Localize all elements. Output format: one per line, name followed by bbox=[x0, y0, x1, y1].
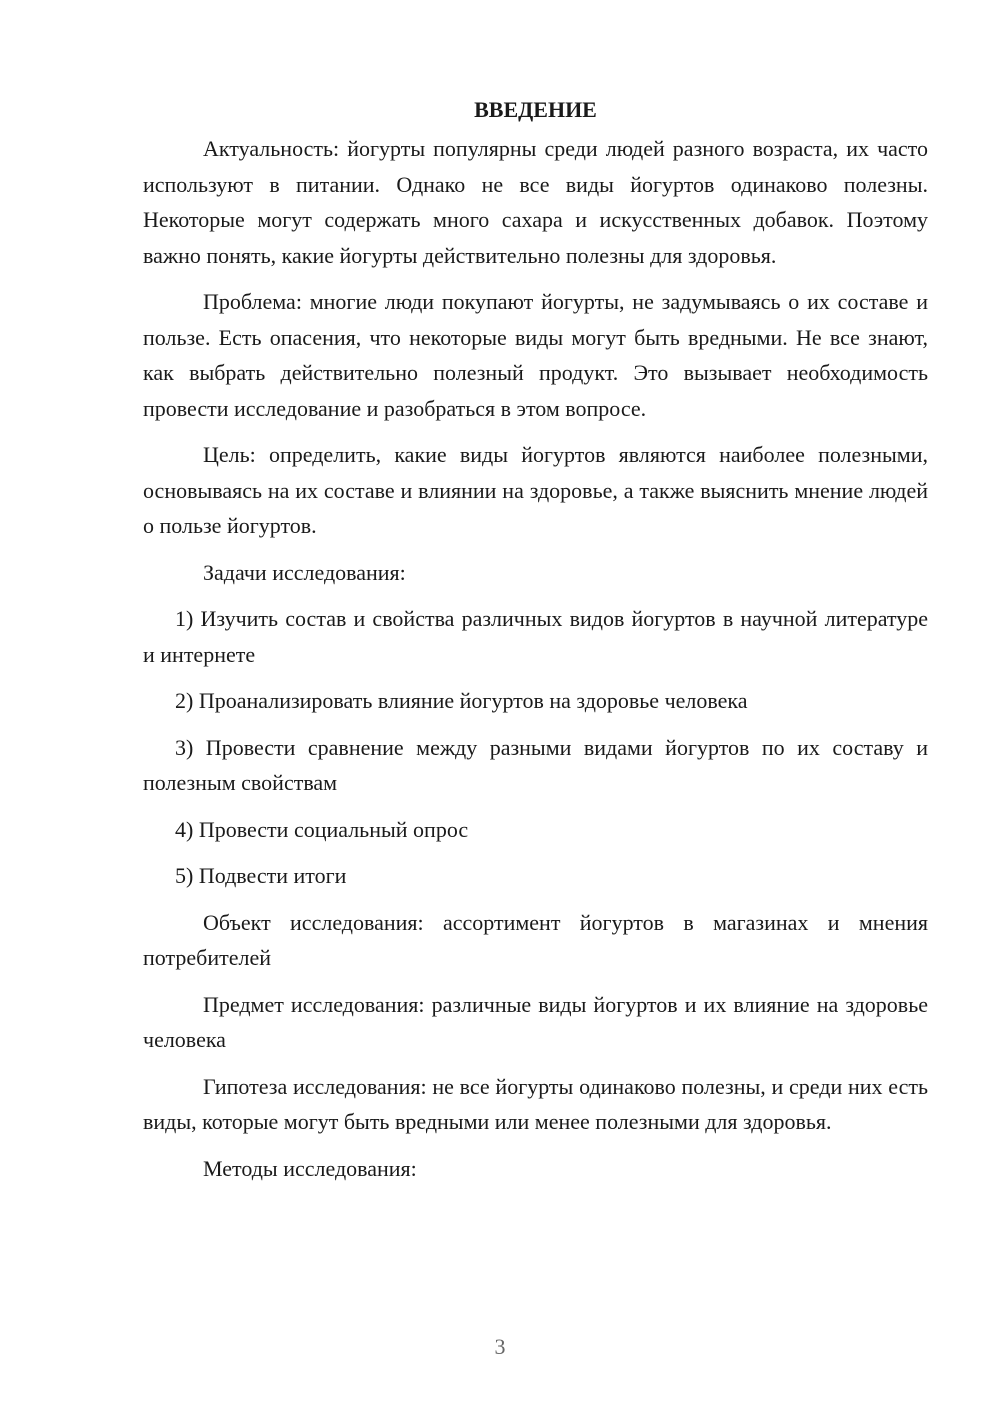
list-item-task-5: 5) Подвести итоги bbox=[175, 863, 347, 888]
paragraph-subject: Предмет исследования: различные виды йогуртов и их влияние на здоровье человека bbox=[143, 991, 928, 1052]
paragraph-object: Объект исследования: ассортимент йогуртов в магазинах и мнения потребителей bbox=[143, 909, 928, 970]
paragraph-methods: Методы исследования: bbox=[203, 1155, 417, 1181]
paragraph-problem: Проблема: многие люди покупают йогурты, не задумываясь о их составе и пользе. Есть опасения, что некоторые виды могут быть вредными. Не все знают, как выбрать действительно полезный продукт. Это вызывает необходимость провести исследование и разобраться в этом вопросе. bbox=[143, 289, 928, 421]
list-item-task-1: 1) Изучить состав и свойства различных видов йогуртов в научной литературе и интернете bbox=[143, 606, 928, 667]
paragraph-relevance: Актуальность: йогурты популярны среди людей разного возраста, их часто используют в питании. Однако не все виды йогуртов одинаково полезны. Некоторые могут содержать много сахара и искусственных добавок. Поэтому важно понять, какие йогурты действительно полезны для здоровья. bbox=[143, 136, 928, 268]
paragraph-hypothesis: Гипотеза исследования: не все йогурты одинаково полезны, и среди них есть виды, которые могут быть вредными или менее полезными для здоровья. bbox=[143, 1073, 928, 1134]
list-item-task-3: 3) Провести сравнение между разными видами йогуртов по их составу и полезным свойствам bbox=[143, 734, 928, 795]
paragraph-tasks-heading: Задачи исследования: bbox=[203, 559, 406, 585]
list-item-task-4: 4) Провести социальный опрос bbox=[175, 816, 469, 842]
section-title: ВВЕДЕНИЕ bbox=[474, 97, 597, 122]
page-number: 3 bbox=[494, 1334, 506, 1359]
document-page bbox=[143, 92, 928, 1197]
list-item-task-2: 2) Проанализировать влияние йогуртов на здоровье человека bbox=[175, 688, 748, 713]
paragraph-goal: Цель: определить, какие виды йогуртов являются наиболее полезными, основываясь на их составе и влиянии на здоровье, а также выяснить мнение людей о пользе йогуртов. bbox=[143, 442, 928, 538]
